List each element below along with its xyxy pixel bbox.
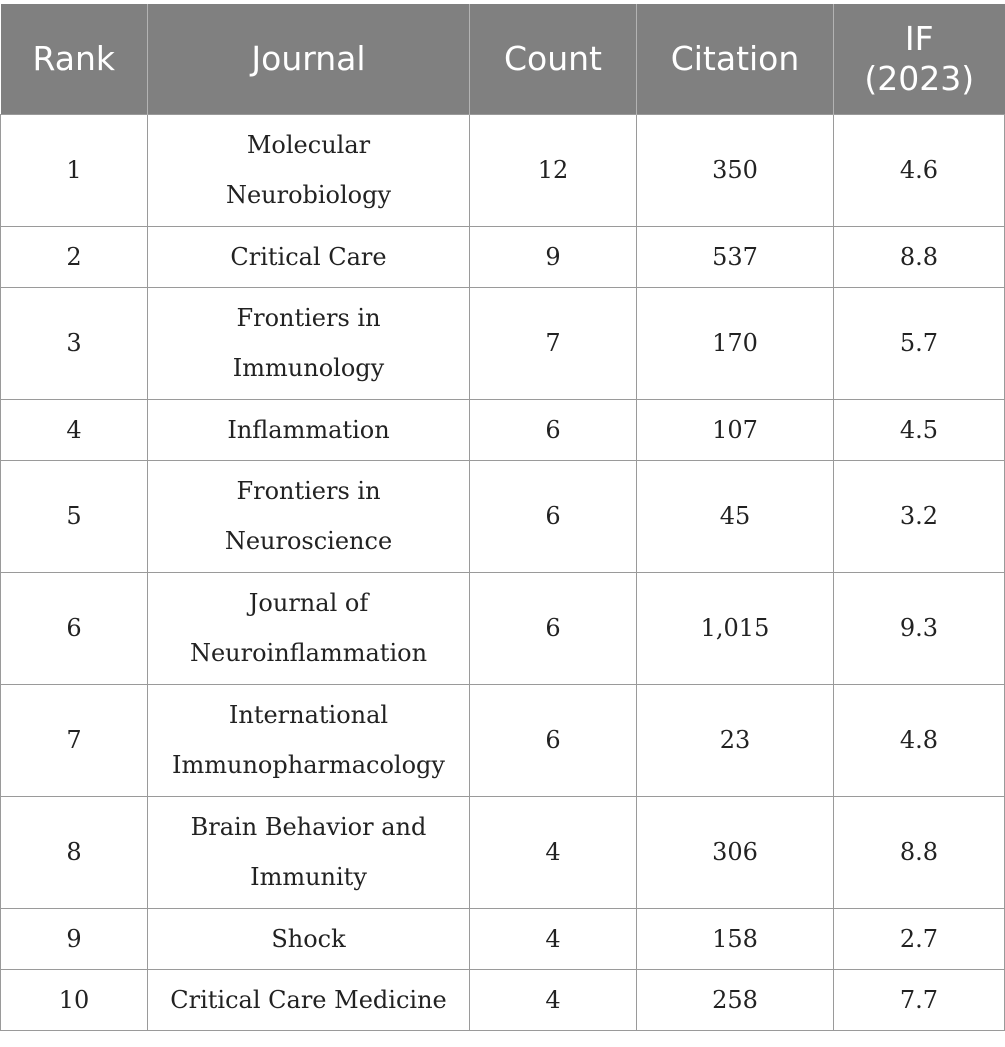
journal-name-line: Neuroinflammation [189, 639, 428, 667]
count-cell: 4 [470, 908, 637, 969]
journal-name-line: Frontiers in [236, 477, 381, 505]
citation-cell: 350 [637, 114, 834, 226]
journal-cell [148, 796, 470, 908]
citation-cell: 537 [637, 226, 834, 287]
rank-cell: 2 [1, 226, 148, 287]
rank-cell: 3 [1, 287, 148, 399]
journal-name-line: Immunology [232, 354, 385, 382]
journal-name-line: Critical Care Medicine [170, 985, 447, 1014]
header-if-year: (2023) [864, 58, 975, 98]
count-cell: 4 [470, 796, 637, 908]
rank-cell: 4 [1, 399, 148, 460]
impact-factor-cell: 4.8 [834, 684, 1005, 796]
journal-cell [148, 684, 470, 796]
journal-cell [148, 460, 470, 572]
journal-name-line: Neurobiology [225, 181, 392, 209]
table-row [1, 572, 1005, 684]
header-if-label: IF [904, 18, 934, 58]
header-impact-factor [834, 4, 1005, 114]
table-row [1, 684, 1005, 796]
citation-cell: 23 [637, 684, 834, 796]
impact-factor-cell: 9.3 [834, 572, 1005, 684]
header-citation: Citation [637, 4, 834, 114]
count-cell: 12 [470, 114, 637, 226]
header-row [1, 4, 1005, 114]
impact-factor-cell: 8.8 [834, 796, 1005, 908]
impact-factor-cell: 4.5 [834, 399, 1005, 460]
citation-cell: 1,015 [637, 572, 834, 684]
journal-name-line: Critical Care [230, 242, 387, 271]
count-cell: 6 [470, 572, 637, 684]
table-row [1, 796, 1005, 908]
journal-name-line: Journal of [248, 589, 369, 617]
table-row [1, 287, 1005, 399]
journal-cell [148, 226, 470, 287]
header-rank: Rank [1, 4, 148, 114]
journal-cell [148, 908, 470, 969]
rank-cell: 10 [1, 969, 148, 1030]
citation-cell: 45 [637, 460, 834, 572]
table-row [1, 226, 1005, 287]
journal-name-line: Frontiers in [236, 304, 381, 332]
table-row [1, 399, 1005, 460]
count-cell: 4 [470, 969, 637, 1030]
journal-name-line: Neuroscience [224, 527, 393, 555]
journal-name-line: Brain Behavior and [190, 813, 427, 841]
count-cell: 6 [470, 399, 637, 460]
impact-factor-cell: 2.7 [834, 908, 1005, 969]
count-cell: 6 [470, 684, 637, 796]
journal-name-line: Molecular [246, 131, 371, 159]
journal-cell [148, 399, 470, 460]
rank-cell: 6 [1, 572, 148, 684]
impact-factor-cell: 5.7 [834, 287, 1005, 399]
journal-cell [148, 114, 470, 226]
count-cell: 7 [470, 287, 637, 399]
rank-cell: 5 [1, 460, 148, 572]
impact-factor-cell: 4.6 [834, 114, 1005, 226]
journal-name-line: International [228, 701, 389, 729]
table-body [1, 114, 1005, 1030]
table-row [1, 460, 1005, 572]
impact-factor-cell: 7.7 [834, 969, 1005, 1030]
journal-cell [148, 969, 470, 1030]
header-count: Count [470, 4, 637, 114]
table-row [1, 908, 1005, 969]
journals-table [0, 4, 1005, 1031]
count-cell: 6 [470, 460, 637, 572]
count-cell: 9 [470, 226, 637, 287]
header-journal: Journal [148, 4, 470, 114]
journal-name-line: Immunity [250, 863, 367, 891]
impact-factor-cell: 3.2 [834, 460, 1005, 572]
journal-name-line: Immunopharmacology [172, 751, 445, 779]
impact-factor-cell: 8.8 [834, 226, 1005, 287]
table-row [1, 969, 1005, 1030]
rank-cell: 1 [1, 114, 148, 226]
citation-cell: 170 [637, 287, 834, 399]
rank-cell: 9 [1, 908, 148, 969]
citation-cell: 158 [637, 908, 834, 969]
rank-cell: 7 [1, 684, 148, 796]
citation-cell: 258 [637, 969, 834, 1030]
citation-cell: 306 [637, 796, 834, 908]
table-row [1, 114, 1005, 226]
journal-cell [148, 572, 470, 684]
rank-cell: 8 [1, 796, 148, 908]
citation-cell: 107 [637, 399, 834, 460]
journal-name-line: Shock [271, 924, 346, 953]
journal-cell [148, 287, 470, 399]
table-header [1, 4, 1005, 114]
journal-name-line: Inflammation [227, 415, 390, 444]
